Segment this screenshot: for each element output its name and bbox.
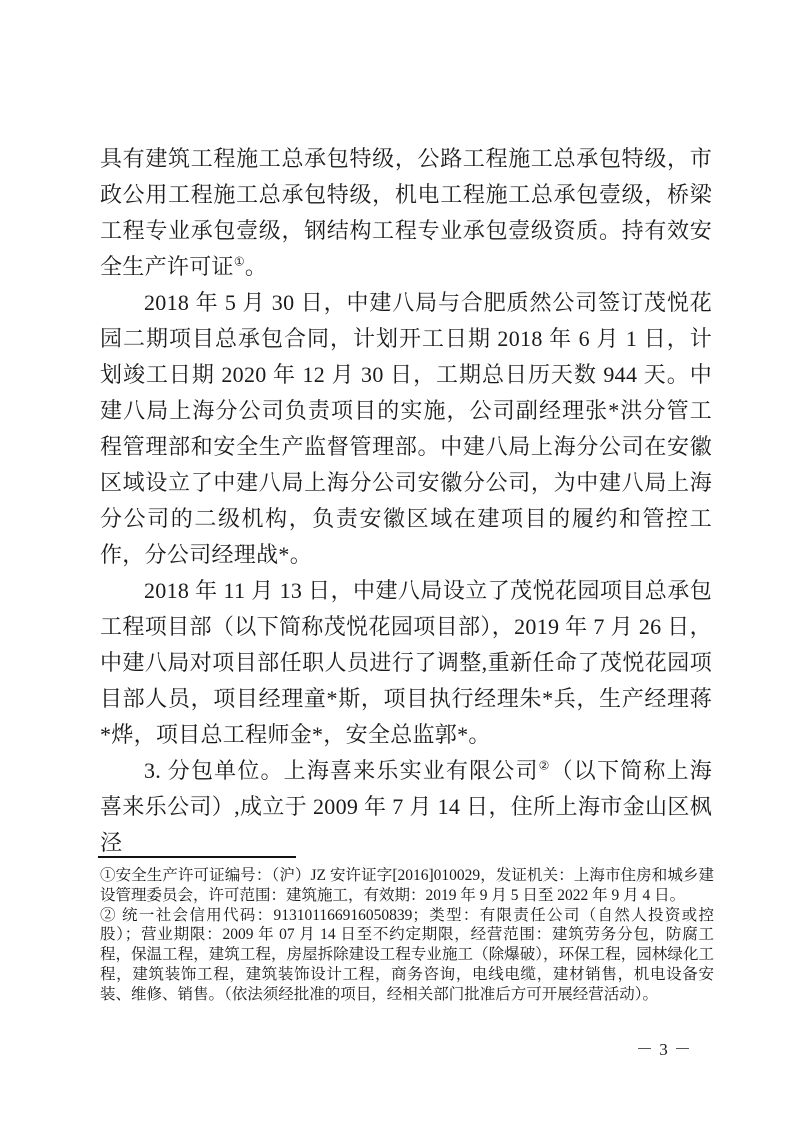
paragraph-qualifications (100, 141, 712, 285)
paragraph-text: 2018 年 11 月 13 日，中建八局设立了茂悦花园项目总承包工程项目部（以下简称茂悦花园项目部），2019 年 7 月 26 日，中建八局对项目部任职人员进行了调整,重新任命了茂悦花园项目部人员，项目经理童*斯，项目执行经理朱*兵，生产经理蒋*烨，项目总工程师金*，安全总监郭*。 (100, 578, 712, 747)
footnote-2: ② 统一社会信用代码：913101166916050839；类型：有限责任公司（自然人投资或控股）；营业期限：2009 年 07 月 14 日至不约定期限，经营范围：建筑劳务分包，防腐工程，保温工程，建筑工程，房屋拆除建设工程专业施工（除爆破），环保工程，园林绿化工程，建筑装饰工程，建筑装饰设计工程，商务咨询，电线电缆，建材销售，机电设备安装、维修、销售。（依法须经批准的项目，经相关部门批准后方可开展经营活动）。 (100, 906, 714, 1003)
footnote-marker-1: ① (233, 254, 245, 269)
paragraph-text: 。 (244, 254, 268, 279)
footnote-1: ①安全生产许可证编号：（沪）JZ 安许证字[2016]010029，发证机关：上海市住房和城乡建设管理委员会，许可范围：建筑施工，有效期：2019 年 9 月 5 日至 2022 年 9 月 4 日。 (100, 867, 714, 904)
paragraph-text: 3. 分包单位。上海喜来乐实业有限公司 (144, 758, 539, 783)
footnotes-section (100, 866, 714, 1005)
footnote-divider-line (98, 856, 296, 858)
paragraph-text: 2018 年 5 月 30 日，中建八局与合肥质然公司签订茂悦花园二期项目总承包合同，计划开工日期 2018 年 6 月 1 日，计划竣工日期 2020 年 12 月 30 日，工期总日历天数 944 天。中建八局上海分公司负责项目的实施，公司副经理张*洪分管工程管理部和安全生产监督管理部。中建八局上海分公司在安徽区域设立了中建八局上海分公司安徽分公司，为中建八局上海分公司的二级机构，负责安徽区域在建项目的履约和管控工作，分公司经理战*。 (100, 290, 712, 567)
paragraph-text: 具有建筑工程施工总承包特级，公路工程施工总承包特级，市政公用工程施工总承包特级，机电工程施工总承包壹级，桥梁工程专业承包壹级，钢结构工程专业承包壹级资质。持有效安全生产许可证 (100, 146, 712, 279)
page-number: － 3 － (636, 1040, 692, 1059)
paragraph-project-team (100, 573, 712, 753)
document-body (100, 141, 712, 861)
paragraph-subcontractor (100, 753, 712, 861)
paragraph-text: （以下简称上海喜来乐公司）,成立于 2009 年 7 月 14 日，住所上海市金山区枫泾 (100, 758, 713, 855)
footnote-marker-2: ② (538, 758, 551, 773)
paragraph-contract (100, 285, 712, 573)
